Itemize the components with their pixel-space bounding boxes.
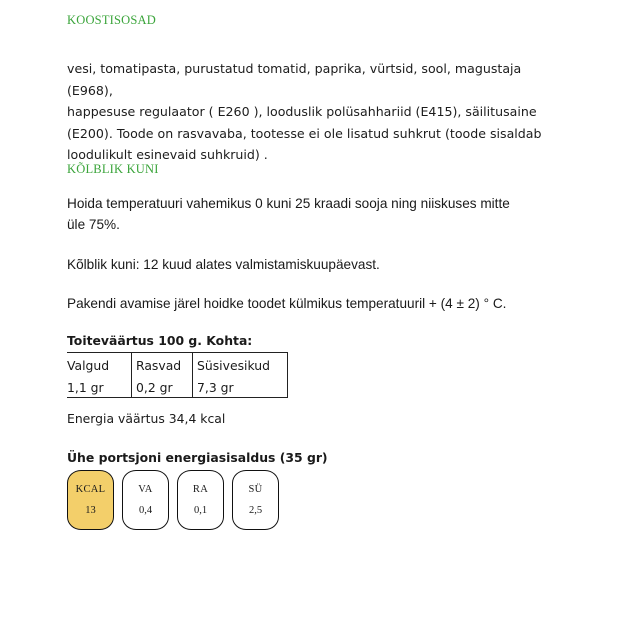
badge-label: SÜ (248, 484, 263, 495)
badge-value: 13 (85, 505, 96, 516)
badge-protein (122, 470, 169, 530)
storage-instructions (67, 193, 567, 235)
ingredients-line: loodulikult esinevaid suhkruid) . (67, 147, 268, 162)
storage-line: Hoida temperatuuri vahemikus 0 kuni 25 kraadi sooja ning niiskuses mitte (67, 196, 510, 211)
nutrition-table (67, 352, 288, 398)
nutrition-value-row (67, 375, 288, 398)
badge-value: 2,5 (248, 505, 263, 516)
badge-carbs (232, 470, 279, 530)
badge-label: RA (192, 484, 209, 495)
shelf-life-text: Kõlblik kuni: 12 kuud alates valmistamiskuupäevast. (67, 257, 380, 272)
ingredients-line: (E200). Toode on rasvavaba, tootesse ei ole lisatud suhkrut (toode sisaldab (67, 125, 542, 141)
nutrition-value-protein: 1,1 gr (67, 380, 104, 395)
nutrition-value-carbs: 7,3 gr (193, 375, 288, 398)
badge-label: VA (138, 484, 153, 495)
ingredients-heading: KOOSTISOSAD (67, 13, 157, 27)
portion-title: Ühe portsjoni energiasisaldus (35 gr) (67, 450, 328, 465)
shelf-life-heading: KÕLBLIK KUNI (67, 162, 159, 176)
ingredients-line: happesuse regulaator ( E260 ), looduslik polüsahhariid (E415), säilitusaine (67, 104, 537, 119)
ingredients-text (67, 58, 557, 166)
badge-value: 0,1 (193, 505, 208, 516)
nutrition-header-fat: Rasvad (132, 353, 193, 376)
storage-line: üle 75%. (67, 217, 120, 232)
after-opening-text: Pakendi avamise järel hoidke toodet külmikus temperatuuril + (4 ± 2) ° C. (67, 296, 507, 311)
energy-value: Energia väärtus 34,4 kcal (67, 411, 226, 426)
nutrition-title: Toiteväärtus 100 g. Kohta: (67, 333, 253, 348)
badge-label: KCAL (75, 484, 106, 495)
badge-fat (177, 470, 224, 530)
badge-value: 0,4 (138, 505, 153, 516)
nutrition-header-protein: Valgud (67, 358, 110, 373)
nutrition-header-carbs: Süsivesikud (193, 353, 288, 376)
nutrition-value-fat: 0,2 gr (132, 375, 193, 398)
nutrition-header-row (67, 353, 288, 376)
ingredients-line: vesi, tomatipasta, purustatud tomatid, paprika, vürtsid, sool, magustaja (E968), (67, 61, 522, 98)
badge-kcal (67, 470, 114, 530)
